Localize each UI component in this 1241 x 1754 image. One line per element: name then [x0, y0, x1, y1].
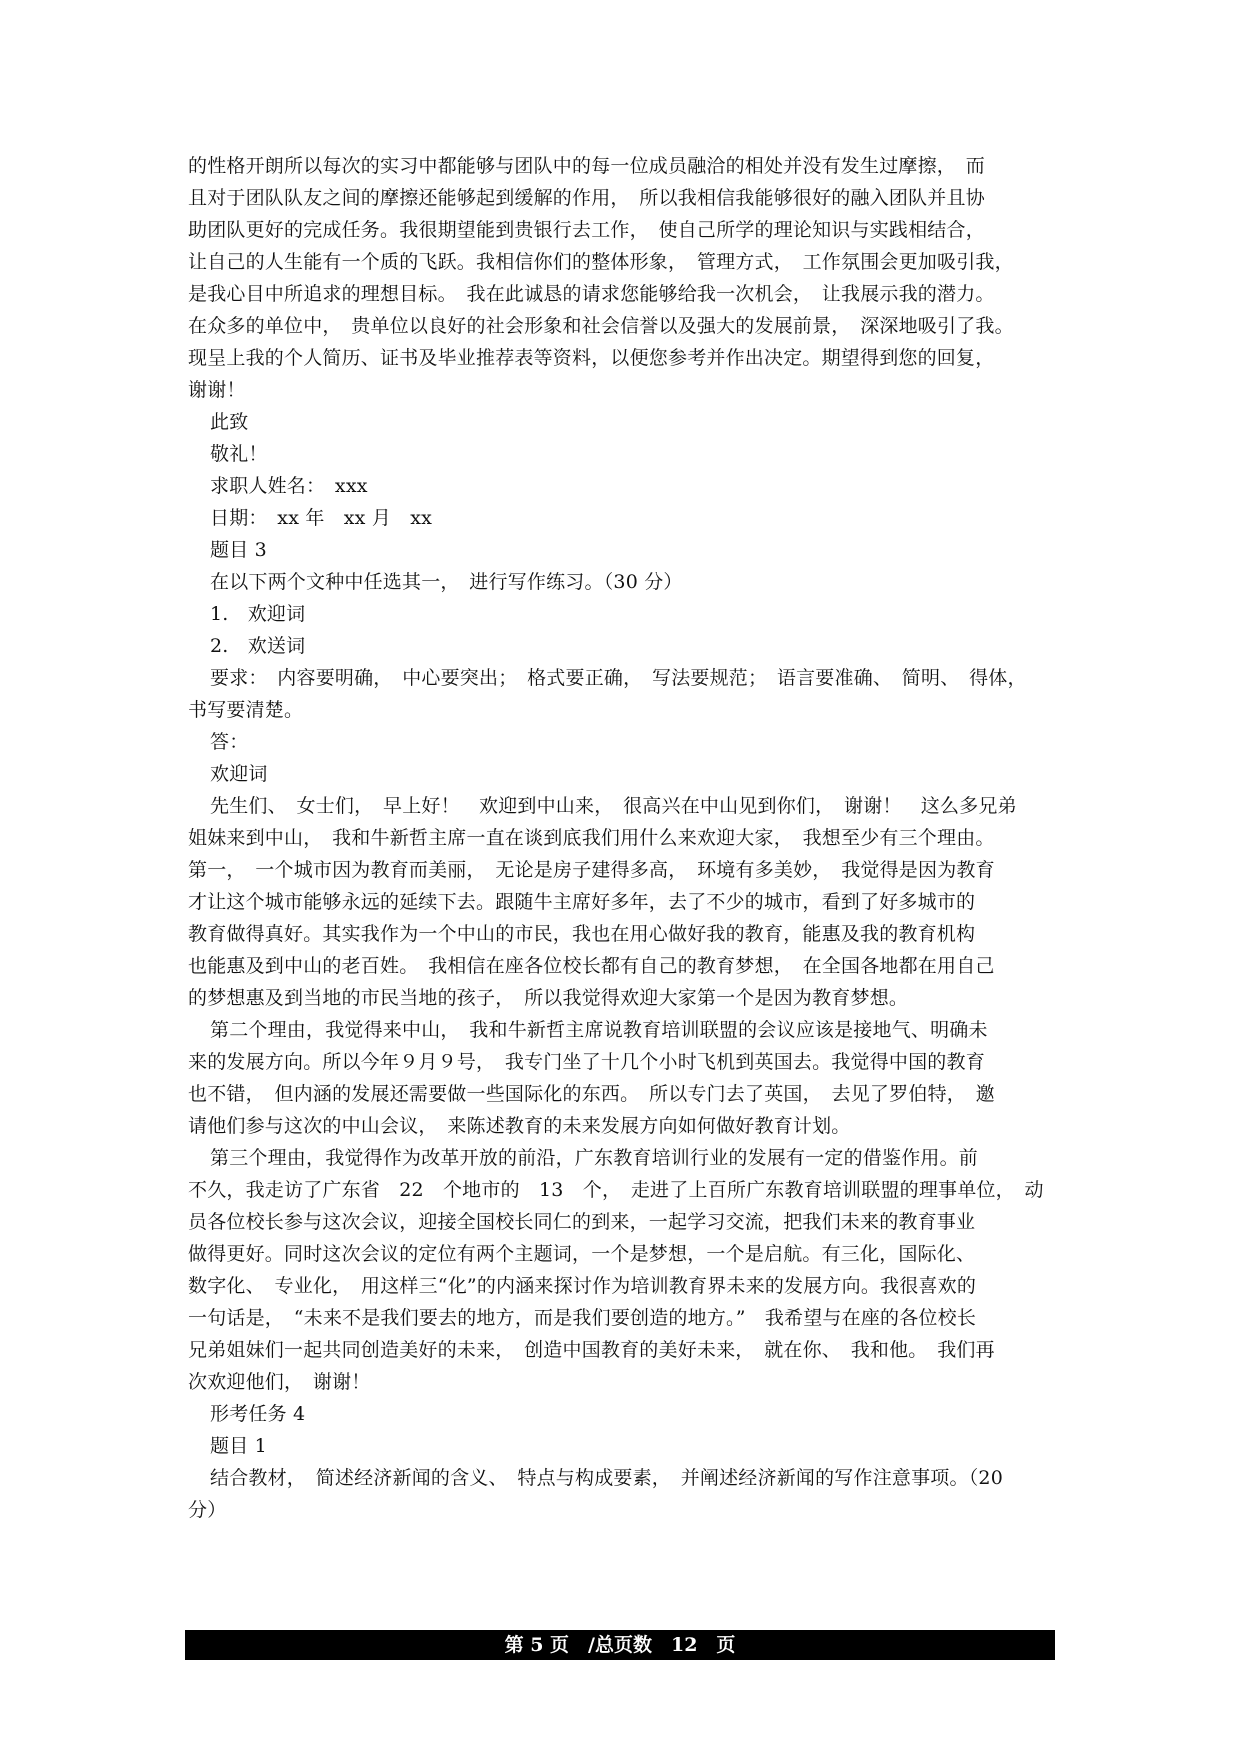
text-line: 不久，我走访了广东省 22 个地市的 13 个， 走进了上百所广东教育培训联盟的理事单位， 动 — [188, 1179, 1044, 1201]
text-line: 2. 欢送词 — [210, 635, 306, 657]
text-line: 求职人姓名： xxx — [210, 475, 368, 497]
text-line: 日期： xx 年 xx 月 xx — [210, 507, 433, 529]
text-line: 的性格开朗所以每次的实习中都能够与团队中的每一位成员融洽的相处并没有发生过摩擦， 而 — [188, 155, 985, 177]
text-line: 现呈上我的个人简历、证书及毕业推荐表等资料，以便您参考并作出决定。期望得到您的回复， — [188, 347, 995, 369]
text-line: 让自己的人生能有一个质的飞跃。我相信你们的整体形象， 管理方式， 工作氛围会更加吸引我， — [188, 251, 1014, 273]
text-line: 题目 1 — [210, 1435, 267, 1457]
text-line: 谢谢！ — [188, 379, 246, 401]
text-line: 做得更好。同时这次会议的定位有两个主题词，一个是梦想，一个是启航。有三化，国际化、 — [188, 1243, 976, 1265]
text-line: 题目 3 — [210, 539, 267, 561]
text-line: 来的发展方向。所以今年９月９号， 我专门坐了十几个小时飞机到英国去。我觉得中国的教育 — [188, 1051, 985, 1073]
text-line: 且对于团队队友之间的摩擦还能够起到缓解的作用， 所以我相信我能够很好的融入团队并且协 — [188, 187, 985, 209]
text-line: 在以下两个文种中任选其一， 进行写作练习。（30 分） — [210, 571, 683, 593]
text-line: 请他们参与这次的中山会议， 来陈述教育的未来发展方向如何做好教育计划。 — [188, 1115, 851, 1137]
text-line: 教育做得真好。其实我作为一个中山的市民，我也在用心做好我的教育，能惠及我的教育机构 — [188, 923, 976, 945]
text-line: 书写要清楚。 — [188, 699, 304, 721]
text-line: 次欢迎他们， 谢谢！ — [188, 1371, 371, 1393]
text-line: 答： — [210, 731, 249, 753]
text-line: 此致 — [210, 411, 249, 433]
text-line: 分） — [188, 1499, 227, 1521]
text-line: 第一， 一个城市因为教育而美丽， 无论是房子建得多高， 环境有多美妙， 我觉得是因为教育 — [188, 859, 995, 881]
text-line: 也不错， 但内涵的发展还需要做一些国际化的东西。 所以专门去了英国， 去见了罗伯特， 邀 — [188, 1083, 995, 1105]
text-line: 形考任务 4 — [210, 1403, 306, 1425]
text-line: 姐妹来到中山， 我和牛新哲主席一直在谈到底我们用什么来欢迎大家， 我想至少有三个理由。 — [188, 827, 995, 849]
text-line: 数字化、 专业化， 用这样三“化”的内涵来探讨作为培训教育界未来的发展方向。我很喜欢的 — [188, 1275, 977, 1297]
text-line: 第二个理由，我觉得来中山， 我和牛新哲主席说教育培训联盟的会议应该是接地气、明确未 — [210, 1019, 988, 1041]
text-line: 结合教材， 简述经济新闻的含义、 特点与构成要素， 并阐述经济新闻的写作注意事项。（20 — [210, 1467, 1003, 1489]
document-body — [188, 150, 1088, 1526]
text-line: 欢迎词 — [210, 763, 268, 785]
text-line: 1. 欢迎词 — [210, 603, 306, 625]
text-line: 第三个理由，我觉得作为改革开放的前沿，广东教育培训行业的发展有一定的借鉴作用。前 — [210, 1147, 979, 1169]
page-number-label: 第 5 页 /总页数 12 页 — [504, 1634, 736, 1656]
text-line: 先生们、 女士们， 早上好！ 欢迎到中山来， 很高兴在中山见到你们， 谢谢！ 这么多兄弟 — [210, 795, 1017, 817]
page-footer — [185, 1630, 1055, 1660]
text-line: 是我心目中所追求的理想目标。 我在此诚恳的请求您能够给我一次机会， 让我展示我的潜力。 — [188, 283, 995, 305]
text-line: 助团队更好的完成任务。我很期望能到贵银行去工作， 使自己所学的理论知识与实践相结合， — [188, 219, 985, 241]
text-line: 的梦想惠及到当地的市民当地的孩子， 所以我觉得欢迎大家第一个是因为教育梦想。 — [188, 987, 909, 1009]
text-line: 也能惠及到中山的老百姓。 我相信在座各位校长都有自己的教育梦想， 在全国各地都在用自己 — [188, 955, 995, 977]
text-line: 才让这个城市能够永远的延续下去。跟随牛主席好多年，去了不少的城市，看到了好多城市的 — [188, 891, 976, 913]
text-line: 要求： 内容要明确， 中心要突出； 格式要正确， 写法要规范； 语言要准确、 简明、 得体， — [210, 667, 1027, 689]
text-line: 兄弟姐妹们一起共同创造美好的未来， 创造中国教育的美好未来， 就在你、 我和他。 我们再 — [188, 1339, 995, 1361]
text-line: 敬礼！ — [210, 443, 268, 465]
text-line: 一句话是， “未来不是我们要去的地方，而是我们要创造的地方。” 我希望与在座的各位校长 — [188, 1307, 977, 1329]
text-line: 员各位校长参与这次会议，迎接全国校长同仁的到来，一起学习交流，把我们未来的教育事业 — [188, 1211, 976, 1233]
text-line: 在众多的单位中， 贵单位以良好的社会形象和社会信誉以及强大的发展前景， 深深地吸引了我。 — [188, 315, 1014, 337]
